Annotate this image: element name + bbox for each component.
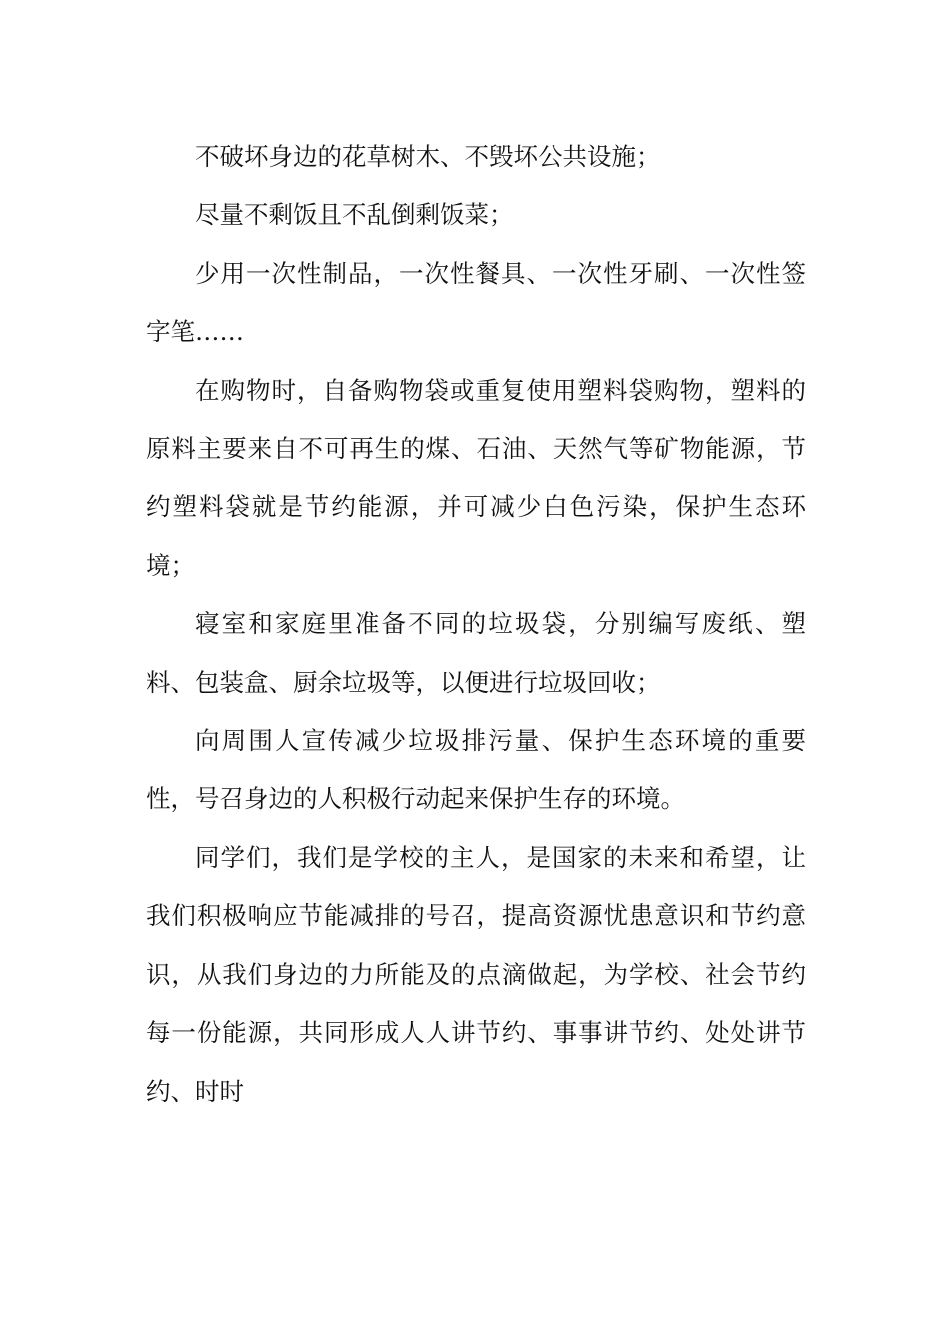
- document-body: [146, 128, 806, 1121]
- paragraph-5: 寝室和家庭里准备不同的垃圾袋，分别编写废纸、塑料、包装盒、厨余垃圾等，以便进行垃圾回收；: [146, 609, 806, 697]
- paragraph-3: 少用一次性制品，一次性餐具、一次性牙刷、一次性签字笔……: [146, 258, 806, 347]
- paragraph-6: 向周围人宣传减少垃圾排污量、保护生态环境的重要性，号召身边的人积极行动起来保护生存的环境。: [146, 726, 806, 814]
- paragraph-7: 同学们，我们是学校的主人，是国家的未来和希望，让我们积极响应节能减排的号召，提高资源忧患意识和节约意识，从我们身边的力所能及的点滴做起，为学校、社会节约每一份能源，共同形成人人讲节约、事事讲节约、处处讲节约、时时: [146, 842, 806, 1106]
- paragraph-4: 在购物时，自备购物袋或重复使用塑料袋购物，塑料的原料主要来自不可再生的煤、石油、天然气等矿物能源，节约塑料袋就是节约能源，并可减少白色污染，保护生态环境；: [146, 375, 806, 580]
- paragraph-2: 尽量不剩饭且不乱倒剩饭菜；: [195, 200, 514, 230]
- paragraph-1: 不破坏身边的花草树木、不毁坏公共设施；: [195, 142, 661, 171]
